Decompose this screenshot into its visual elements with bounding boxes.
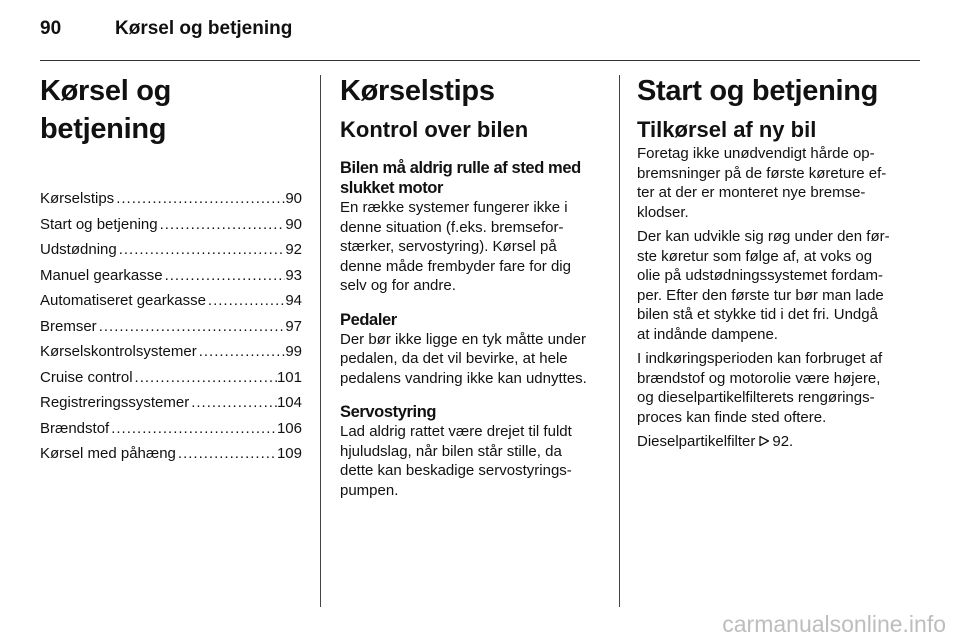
body-line: pedalen, da det vil bevirke, at hele xyxy=(340,350,568,367)
section-title: Kørselstips xyxy=(340,75,495,107)
running-title: Kørsel og betjening xyxy=(115,18,293,39)
body-line: klodser. xyxy=(637,203,689,221)
toc-entry-label: Udstødning xyxy=(40,241,117,258)
toc-leader xyxy=(197,339,286,365)
body-line: per. Efter den første tur bør man lade xyxy=(637,286,884,304)
toc-leader xyxy=(158,212,286,238)
toc-leader xyxy=(114,186,285,212)
toc-entry[interactable] xyxy=(40,237,302,263)
toc-entry-page: 97 xyxy=(285,317,302,335)
toc-entry-label: Registreringssystemer xyxy=(40,394,190,411)
body-line: Der bør ikke ligge en tyk måtte under xyxy=(340,330,586,348)
toc-entry[interactable] xyxy=(40,390,302,416)
toc-entry[interactable] xyxy=(40,441,302,467)
body-line: stærker, servostyring). Kørsel på xyxy=(340,238,557,255)
subsection-heading-line: slukket motor xyxy=(340,179,443,197)
toc-leader xyxy=(163,263,286,289)
toc-entry[interactable] xyxy=(40,212,302,238)
column-divider-1 xyxy=(320,75,321,607)
toc-entry[interactable] xyxy=(40,416,302,442)
body-line: og dieselpartikelfilterets rengørings- xyxy=(637,389,875,406)
subsection xyxy=(340,402,605,500)
toc-leader xyxy=(109,416,277,442)
toc-leader xyxy=(189,390,277,416)
body-line: Lad aldrig rattet være drejet til fuldt xyxy=(340,423,572,440)
toc-entry-page: 106 xyxy=(276,419,302,437)
page-reference-icon xyxy=(758,435,770,447)
paragraph xyxy=(637,349,905,427)
section-subtitle: Kontrol over bilen xyxy=(340,117,529,142)
toc-entry-label: Cruise control xyxy=(40,368,133,386)
toc-entry-page: 93 xyxy=(285,266,302,284)
body-line: Der kan udvikle sig røg under den før- xyxy=(637,228,890,245)
subsection xyxy=(340,310,605,389)
toc-entry-label: Start og betjening xyxy=(40,215,158,233)
body-line: ste køretur som følge af, at voks og xyxy=(637,247,873,265)
body-line: proces kan finde sted oftere. xyxy=(637,408,827,426)
header-divider xyxy=(40,60,920,61)
page-header xyxy=(40,18,292,48)
toc-leader xyxy=(176,441,277,467)
toc-entry-label: Automatiseret gearkasse xyxy=(40,292,206,309)
body-line: selv og for andre. xyxy=(340,277,456,294)
body-line: bilen stå et stykke tid i det fri. Undgå xyxy=(637,306,878,323)
body-line: dette kan beskadige servostyrings- xyxy=(340,462,572,479)
body-line: pumpen. xyxy=(340,481,399,499)
toc-entry-label: Kørsel med påhæng xyxy=(40,445,176,462)
body-line: En række systemer fungerer ikke i xyxy=(340,199,568,216)
paragraph xyxy=(637,144,905,222)
toc-entry-page: 99 xyxy=(285,343,302,360)
toc-column xyxy=(40,72,302,467)
toc-entry-label: Kørselskontrolsystemer xyxy=(40,343,197,360)
reference-page: 92. xyxy=(772,433,794,450)
toc-entry-page: 109 xyxy=(276,445,302,462)
subsection xyxy=(340,158,605,296)
toc-leader xyxy=(206,288,285,314)
toc-entry-page: 90 xyxy=(285,190,302,207)
table-of-contents xyxy=(40,186,302,467)
body-line: at indånde dampene. xyxy=(637,325,778,343)
body-line: olie på udstødningssystemet fordam- xyxy=(637,267,883,284)
body-line: brændstof og motorolie være højere, xyxy=(637,369,881,387)
toc-entry[interactable] xyxy=(40,339,302,365)
driving-tips-column xyxy=(340,72,605,500)
body-line: denne situation (f.eks. bremsefor- xyxy=(340,218,564,236)
column-divider-2 xyxy=(619,75,620,607)
body-line: I indkøringsperioden kan forbruget af xyxy=(637,350,883,367)
toc-leader xyxy=(97,314,286,340)
toc-entry-page: 92 xyxy=(285,241,302,258)
chapter-title: Kørsel og betjening xyxy=(40,75,172,145)
toc-entry-page: 90 xyxy=(285,215,302,233)
toc-entry-label: Manuel gearkasse xyxy=(40,266,163,284)
body-line: bremsninger på de første køreture ef- xyxy=(637,164,887,182)
reference-text: Dieselpartikelfilter xyxy=(637,433,756,450)
toc-entry[interactable] xyxy=(40,263,302,289)
subsection-heading-line: Bilen må aldrig rulle af sted med xyxy=(340,159,581,177)
body-line: Foretag ikke unødvendigt hårde op- xyxy=(637,145,875,162)
toc-entry-label: Bremser xyxy=(40,317,97,335)
start-operation-column xyxy=(637,72,905,452)
toc-entry-page: 101 xyxy=(276,368,302,386)
body-line: pedalens vandring ikke kan udnyttes. xyxy=(340,369,587,387)
toc-entry[interactable] xyxy=(40,314,302,340)
section-subtitle: Tilkørsel af ny bil xyxy=(637,117,817,142)
subsection-heading-line: Servostyring xyxy=(340,403,437,421)
toc-entry-label: Brændstof xyxy=(40,419,110,437)
toc-entry[interactable] xyxy=(40,365,302,391)
toc-leader xyxy=(117,237,286,263)
toc-entry[interactable] xyxy=(40,288,302,314)
toc-entry[interactable] xyxy=(40,186,302,212)
body-line: hjuludslag, når bilen står stille, da xyxy=(340,442,562,460)
toc-entry-page: 104 xyxy=(276,394,302,411)
toc-entry-label: Kørselstips xyxy=(40,190,115,207)
paragraph xyxy=(637,227,905,344)
watermark: carmanualsonline.info xyxy=(722,611,946,637)
body-line: ter at der er monteret nye bremse- xyxy=(637,184,866,201)
cross-reference[interactable] xyxy=(637,432,905,452)
subsection-heading-line: Pedaler xyxy=(340,310,397,329)
section-title: Start og betjening xyxy=(637,75,879,107)
page-number: 90 xyxy=(40,18,62,39)
toc-leader xyxy=(133,365,277,391)
toc-entry-page: 94 xyxy=(285,292,302,309)
body-line: denne måde frembyder fare for dig xyxy=(340,257,571,275)
